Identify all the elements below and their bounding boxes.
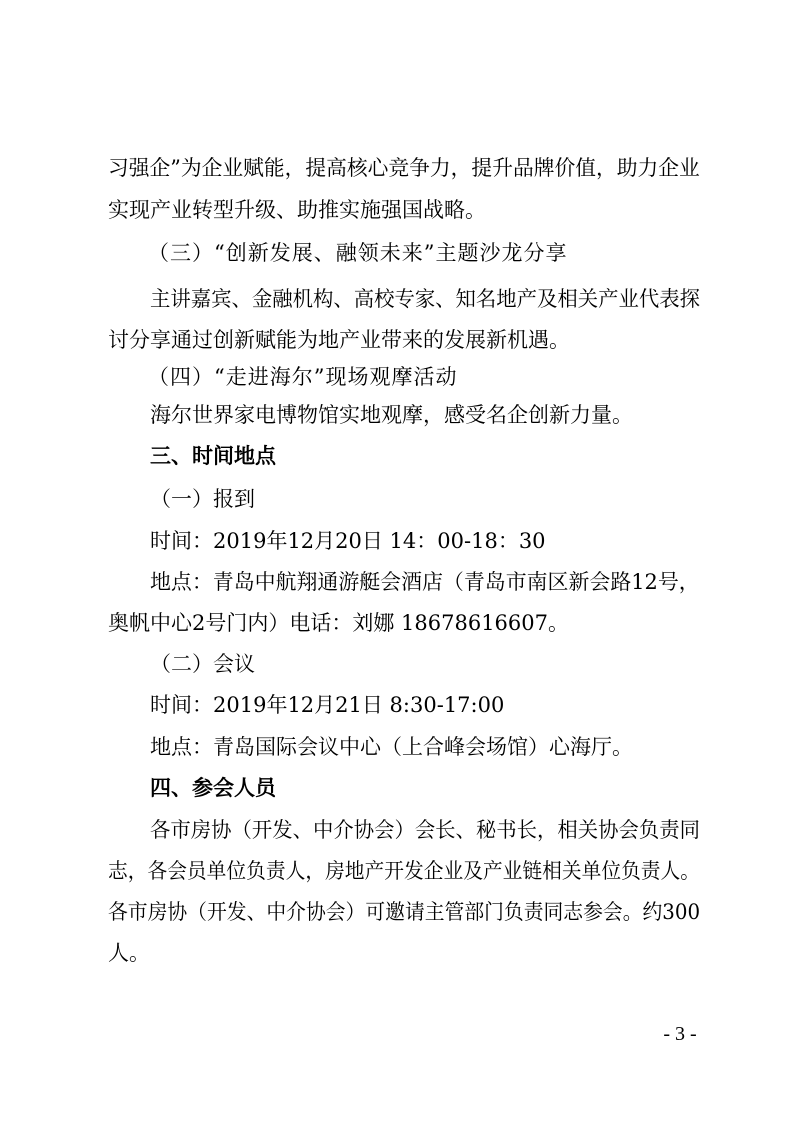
paragraph-line: 人。: [108, 941, 150, 965]
paragraph-line: 海尔世界家电博物馆实地观摩，感受名企创新力量。: [150, 403, 633, 427]
subsection-heading: （三）“创新发展、融领未来”主题沙龙分享: [148, 241, 568, 265]
page-number: - 3 -: [663, 1023, 697, 1045]
paragraph-line: 奥帆中心2号门内）电话：刘娜 18678616607。: [108, 611, 570, 635]
paragraph-line: 习强企”为企业赋能，提高核心竞争力，提升品牌价值，助力企业: [108, 156, 700, 180]
paragraph-line: 地点：青岛国际会议中心（上合峰会场馆）心海厅。: [150, 735, 633, 759]
paragraph-line: 时间：2019年12月21日 8:30-17:00: [150, 693, 505, 717]
paragraph-line: 各市房协（开发、中介协会）可邀请主管部门负责同志参会。约300: [108, 900, 701, 924]
paragraph-line: 时间：2019年12月20日 14：00-18：30: [150, 529, 546, 553]
paragraph-line: 各市房协（开发、中介协会）会长、秘书长，相关协会负责同: [150, 818, 700, 842]
section-heading: 三、时间地点: [150, 444, 276, 468]
paragraph-line: 实现产业转型升级、助推实施强国战略。: [108, 198, 486, 222]
paragraph-line: 地点：青岛中航翔通游艇会酒店（青岛市南区新会路12号，: [150, 570, 700, 594]
subsection-heading: （二）会议: [150, 652, 255, 676]
paragraph-line: 志，各会员单位负责人，房地产开发企业及产业链相关单位负责人。: [108, 859, 700, 883]
section-heading: 四、参会人员: [150, 776, 276, 800]
paragraph-line: 主讲嘉宾、金融机构、高校专家、知名地产及相关产业代表探: [150, 287, 700, 311]
subsection-heading: （一）报到: [150, 487, 255, 511]
subsection-heading: （四）“走进海尔”现场观摩活动: [148, 365, 458, 389]
paragraph-line: 讨分享通过创新赋能为地产业带来的发展新机遇。: [108, 328, 570, 352]
